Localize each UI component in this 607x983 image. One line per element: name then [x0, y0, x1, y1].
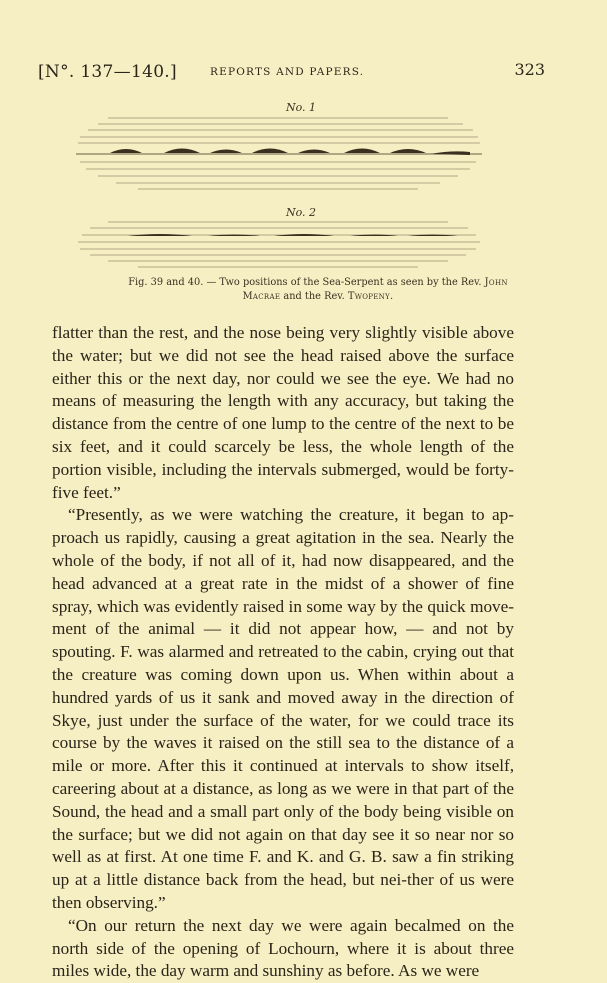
sea-serpent-figure: [68, 96, 488, 276]
sea-serpent-engraving: [68, 96, 488, 276]
paragraph-3: “On our return the next day we were again becalmed on the north side of the opening of Lochourn, where it is about three miles wide, the day warm and sunshiny as before. As we were: [52, 915, 514, 981]
sea-lines-1: [76, 118, 482, 189]
running-header: [38, 60, 545, 82]
sea-lines-2: [78, 222, 480, 267]
page-number: 323: [514, 60, 545, 79]
figure-caption: [118, 276, 518, 304]
caption-text: Fig. 39 and 40. — Two positions of the Sea-Serpent as seen by the Rev.: [128, 277, 482, 288]
figure-label-1: No. 1: [286, 101, 317, 114]
paragraph-1: flatter than the rest, and the nose being very slightly visible above the water; but we did not see the head raised above the surface either this or the next day, nor could we see the eye. We had no means of measuring the length with any accuracy, but taking the distance from the centre of one lump to the centre of the next to be six feet, and it could scarcely be less, the whole length of the portion visible, including the intervals submerged, would be forty-five feet.”: [52, 323, 514, 502]
figure-label-2: No. 2: [286, 206, 317, 219]
caption-and: and the Rev.: [283, 291, 345, 302]
body-text: [52, 322, 514, 983]
running-title: REPORTS AND PAPERS.: [210, 66, 365, 78]
paragraph-2: “Presently, as we were watching the creature, it began to ap-proach us rapidly, causing a great agitation in the sea. Nearly the whole of the body, if not all of it, had now disappeared, and the head advanced at a great rate in the midst of a shower of fine spray, which was evidently raised in some way by the quick move-ment of the animal — it did not appear how, — and not by spouting. F. was alarmed and retreated to the cabin, crying out that the creature was coming down upon us. When within about a hundred yards of us it sank and moved away in the direction of Skye, just under the surface of the water, for we could trace its course by the waves it raised on the still sea to the distance of a mile or more. After this it continued at intervals to show itself, careering about at a distance, as long as we were in that part of the Sound, the head and a small part only of the body being visible on the surface; but we did not again on that day see it so near nor so well as at first. At one time F. and K. and G. B. saw a fin striking up at a little distance back from the head, but nei-ther of us were then observing.”: [52, 505, 514, 912]
issue-number: [N°. 137—140.]: [38, 62, 177, 82]
caption-name-macrae: John Macrae: [242, 277, 508, 302]
caption-name-twopeny: Twopeny.: [347, 291, 394, 302]
